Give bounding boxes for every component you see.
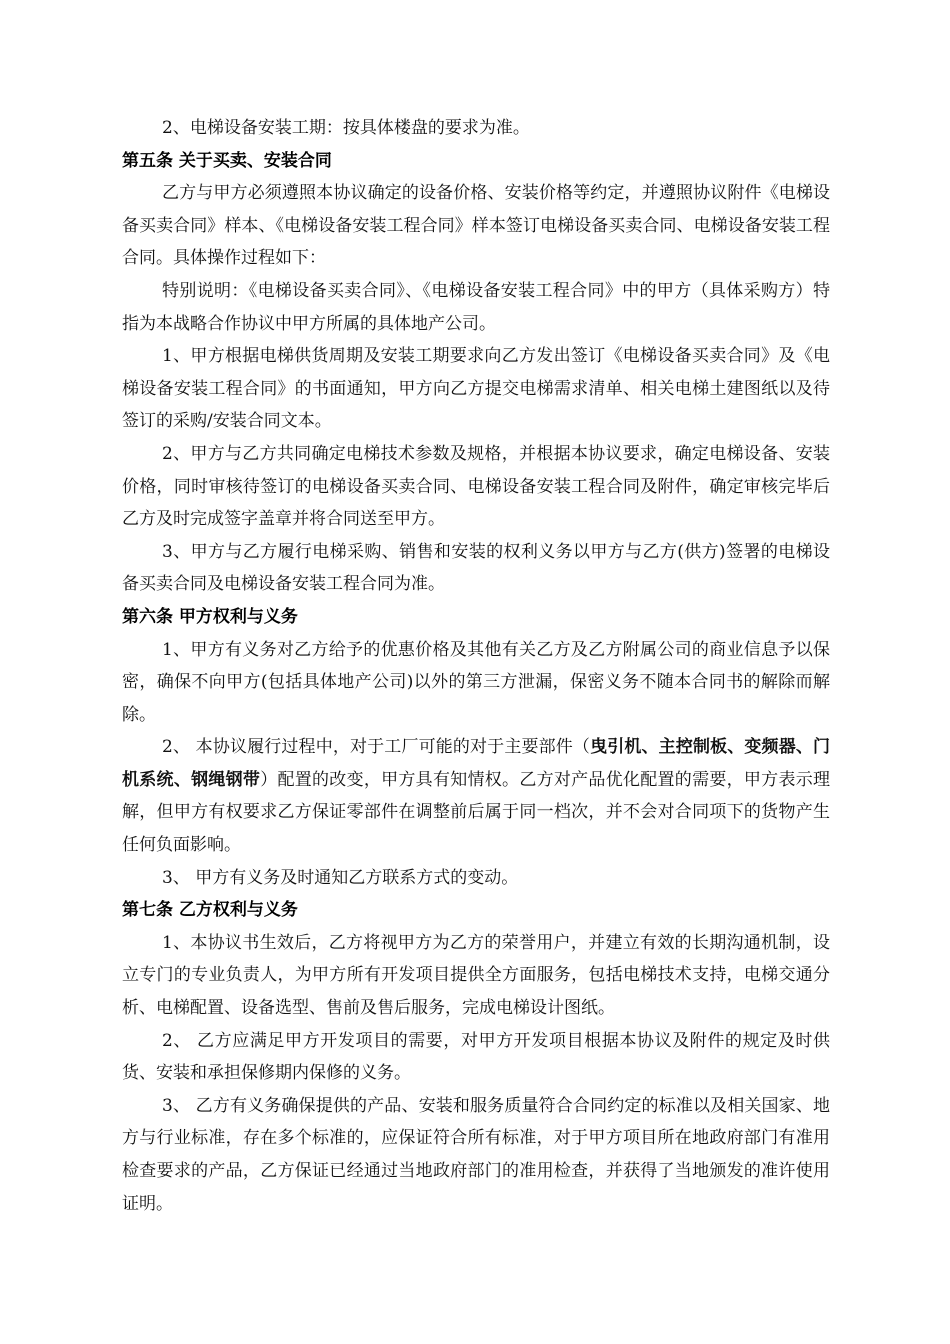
paragraph: 1、甲方根据电梯供货周期及安装工期要求向乙方发出签订《电梯设备买卖合同》及《电梯设备安装工程合同》的书面通知，甲方向乙方提交电梯需求清单、相关电梯土建图纸以及待签订的采购/安装合同文本。 xyxy=(122,346,830,432)
paragraph: 2、电梯设备安装工期：按具体楼盘的要求为准。 xyxy=(162,118,530,138)
document-body xyxy=(122,112,830,1220)
paragraph: 3、 甲方有义务及时通知乙方联系方式的变动。 xyxy=(162,867,519,888)
article-heading: 第七条 乙方权利与义务 xyxy=(122,900,298,921)
paragraph: 2、 乙方应满足甲方开发项目的需要，对甲方开发项目根据本协议及附件的规定及时供货、安装和承担保修期内保修的义务。 xyxy=(122,1030,830,1084)
article-heading: 第六条 甲方权利与义务 xyxy=(122,606,298,627)
paragraph: 3、甲方与乙方履行电梯采购、销售和安装的权利义务以甲方与乙方(供方)签署的电梯设备买卖合同及电梯设备安装工程合同为准。 xyxy=(122,541,830,595)
paragraph: 2、甲方与乙方共同确定电梯技术参数及规格，并根据本协议要求，确定电梯设备、安装价格，同时审核待签订的电梯设备买卖合同、电梯设备安装工程合同及附件，确定审核完毕后乙方及时完成签字盖章并将合同送至甲方。 xyxy=(122,443,830,530)
paragraph: 3、 乙方有义务确保提供的产品、安装和服务质量符合合同约定的标准以及相关国家、地方与行业标准，存在多个标准的，应保证符合所有标准，对于甲方项目所在地政府部门有准用检查要求的产品，乙方保证已经通过当地政府部门的准用检查，并获得了当地颁发的准许使用证明。 xyxy=(122,1095,830,1214)
bold-text-run: 曳引机、主控制板、变频器、门机系统、钢绳钢带 xyxy=(122,737,831,790)
paragraph: 1、甲方有义务对乙方给予的优惠价格及其他有关乙方及乙方附属公司的商业信息予以保密，确保不向甲方(包括具体地产公司)以外的第三方泄漏，保密义务不随本合同书的解除而解除。 xyxy=(122,639,830,725)
paragraph: 乙方与甲方必须遵照本协议确定的设备价格、安装价格等约定，并遵照协议附件《电梯设备买卖合同》样本、《电梯设备安装工程合同》样本签订电梯设备买卖合同、电梯设备安装工程合同。具体操作过程如下： xyxy=(122,183,830,269)
article-heading: 第五条 关于买卖、安装合同 xyxy=(122,150,332,171)
paragraph xyxy=(122,731,830,861)
text-run: ）配置的改变，甲方具有知情权。乙方对产品优化配置的需要，甲方表示理解，但甲方有权要求乙方保证零部件在调整前后属于同一档次，并不会对合同项下的货物产生任何负面影响。 xyxy=(122,769,831,856)
text-run: 2、 本协议履行过程中，对于工厂可能的对于主要部件（ xyxy=(162,737,591,758)
paragraph: 1、本协议书生效后，乙方将视甲方为乙方的荣誉用户，并建立有效的长期沟通机制，设立专门的专业负责人，为甲方所有开发项目提供全方面服务，包括电梯技术支持，电梯交通分析、电梯配置、设备选型、售前及售后服务，完成电梯设计图纸。 xyxy=(122,932,830,1019)
paragraph: 特别说明：《电梯设备买卖合同》、《电梯设备安装工程合同》中的甲方（具体采购方）特指为本战略合作协议中甲方所属的具体地产公司。 xyxy=(122,280,830,334)
